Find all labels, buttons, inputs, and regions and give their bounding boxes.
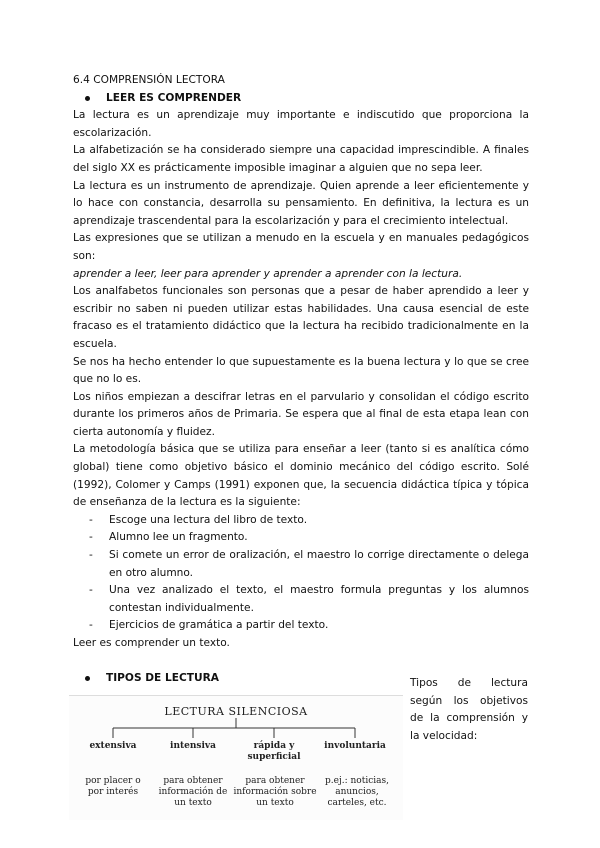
bullet-icon xyxy=(85,96,90,101)
paragraph: Los niños empiezan a descifrar letras en el parvulario y consolidan el código escrito durante los primeros años de Primaria. Se espera que al final de esta etapa lean con cierta autonomía y fluidez. xyxy=(73,390,529,438)
diagram-column-head: rápida y superficial xyxy=(247,741,301,762)
dash-mark: - xyxy=(89,513,93,526)
bullet-icon xyxy=(85,676,90,681)
list-item xyxy=(89,529,529,547)
list-item xyxy=(89,547,529,582)
dash-mark: - xyxy=(89,584,93,597)
paragraph: La lectura es un instrumento de aprendizaje. Quien aprende a leer eficientemente y lo hace con constancia, desarrolla su pensamiento. En definitiva, la lectura es un aprendizaje trascendental para la escolarización y para el crecimiento intelectual. xyxy=(73,179,529,227)
section-title: 6.4 COMPRENSIÓN LECTORA xyxy=(73,74,225,86)
dash-mark: - xyxy=(89,549,93,562)
heading-text: TIPOS DE LECTURA xyxy=(106,671,219,684)
list-item-text: Si comete un error de oralización, el maestro lo corrige directamente o delega en otro alumno. xyxy=(109,549,529,579)
diagram-title: LECTURA SILENCIOSA xyxy=(164,705,308,718)
list-item xyxy=(89,582,529,617)
diagram-column-desc: para obtener información de un texto xyxy=(158,776,228,808)
paragraph: Los analfabetos funcionales son personas que a pesar de haber aprendido a leer y escribir no saben ni pueden utilizar estas habilidades. Una causa esencial de este fracaso es el tratamiento didáctico que la lectura ha recibido tradicionalmente en la escuela. xyxy=(73,285,529,350)
list-item-text: Una vez analizado el texto, el maestro formula preguntas y los alumnos contestan individualmente. xyxy=(109,584,529,614)
paragraph: Las expresiones que se utilizan a menudo en la escuela y en manuales pedagógicos son: xyxy=(73,232,529,262)
list-item xyxy=(89,512,529,530)
paragraph: Se nos ha hecho entender lo que supuestamente es la buena lectura y lo que se cree que no lo es. xyxy=(73,355,529,386)
list-item-text: Escoge una lectura del libro de texto. xyxy=(109,513,308,526)
paragraph: La lectura es un aprendizaje muy importante e indiscutido que proporciona la escolarización. xyxy=(73,109,529,139)
paragraph: La metodología básica que se utiliza para enseñar a leer (tanto si es analítica cómo global) tiene como objetivo básico el dominio mecánico del código escrito. Solé (1992), Colomer y Camps (1991) exponen que, la secuencia didáctica típica y tópica de enseñanza de la lectura es la siguiente: xyxy=(73,443,529,509)
diagram-column-head: intensiva xyxy=(170,741,216,751)
list-item xyxy=(89,617,529,635)
list-item-text: Alumno lee un fragmento. xyxy=(109,531,248,544)
diagram-column-desc: para obtener información sobre un texto xyxy=(233,776,317,808)
diagram-caption: Tipos de lectura según los objetivos de la comprensión y la velocidad: xyxy=(410,677,528,742)
closing-line: Leer es comprender un texto. xyxy=(73,637,230,649)
paragraph: La alfabetización se ha considerado siempre una capacidad imprescindible. A finales del siglo XX es prácticamente imposible imaginar a alguien que no sepa leer. xyxy=(73,144,529,174)
didactic-sequence-list xyxy=(73,512,529,635)
diagram-column-desc: por placer o por interés xyxy=(85,776,141,797)
dash-mark: - xyxy=(89,531,93,544)
reading-types-diagram xyxy=(69,695,403,820)
heading-text: LEER ES COMPRENDER xyxy=(106,91,242,104)
dash-mark: - xyxy=(89,619,93,632)
document-page xyxy=(73,72,529,808)
diagram-column-desc: p.ej.: noticias, anuncios, carteles, etc. xyxy=(325,776,389,808)
diagram-column-head: extensiva xyxy=(89,741,137,751)
diagram-column-head: involuntaria xyxy=(324,741,386,751)
heading-leer-es-comprender xyxy=(85,90,529,108)
list-item-text: Ejercicios de gramática a partir del texto. xyxy=(109,619,329,632)
italic-expressions: aprender a leer, leer para aprender y aprender a aprender con la lectura. xyxy=(73,267,463,280)
